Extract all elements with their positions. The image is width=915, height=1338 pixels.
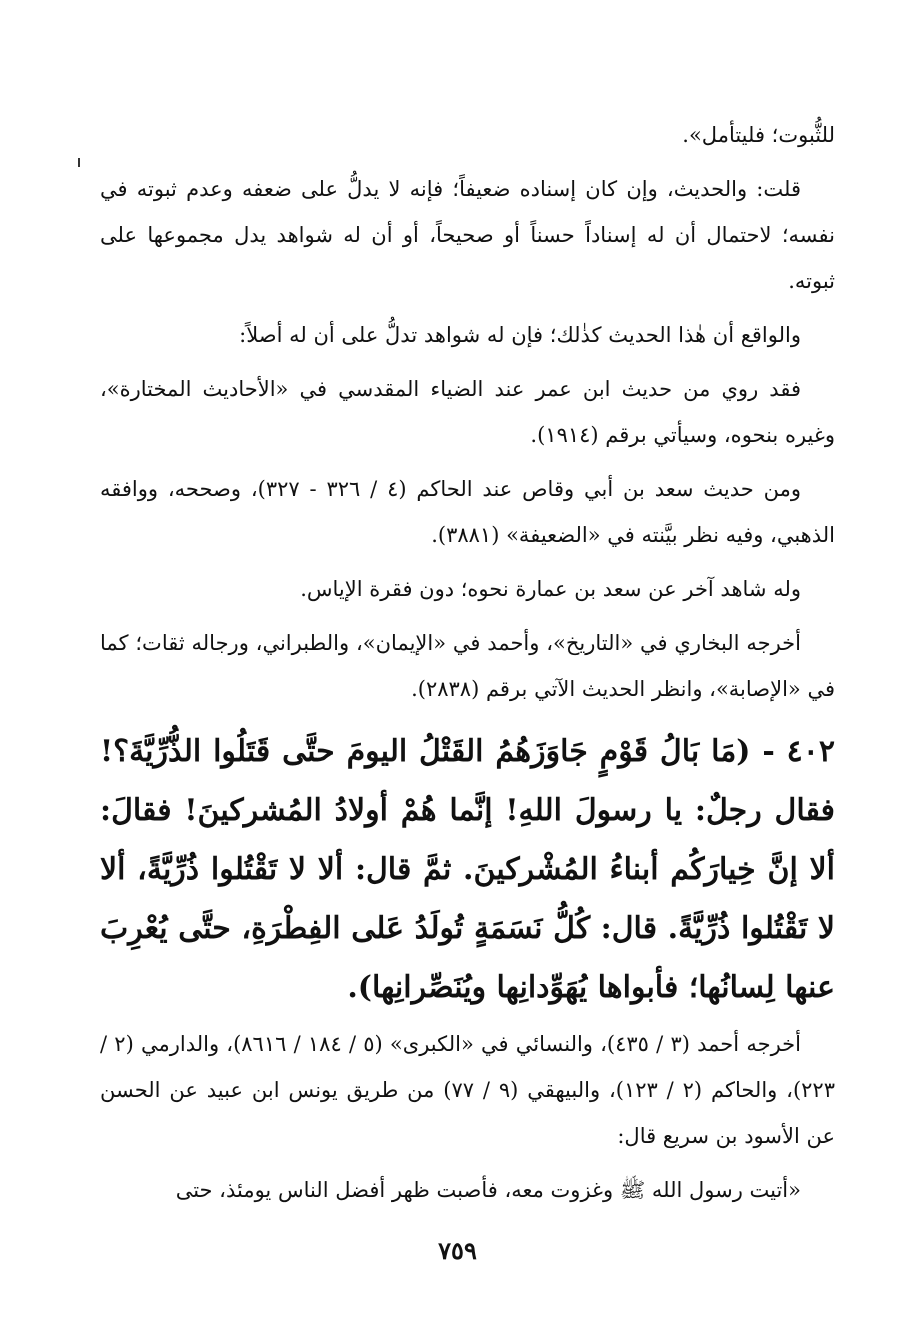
paragraph-commentary: والواقع أن هٰذا الحديث كذٰلك؛ فإن له شواهد تدلُّ على أن له أصلاً: [239,323,801,347]
paragraph-commentary: قلت: والحديث، وإن كان إسناده ضعيفاً؛ فإنه لا يدلُّ على ضعفه وعدم ثبوته في نفسه؛ لاحتمال أن له إسناداً حسناً أو صحيحاً، أو أن له شواهد يدل مجموعها على ثبوته. [100,177,835,293]
paragraph-commentary: أخرجه البخاري في «التاريخ»، وأحمد في «الإيمان»، والطبراني، ورجاله ثقات؛ كما في «الإصابة»، وانظر الحديث الآتي برقم (٢٨٣٨). [100,631,835,701]
paragraph-takhrij: «أتيت رسول الله ﷺ وغزوت معه، فأصبت ظهر أفضل الناس يومئذ، حتى [175,1178,801,1202]
paragraph-takhrij: أخرجه أحمد (٣ / ٤٣٥)، والنسائي في «الكبرى» (٥ / ١٨٤ / ٨٦١٦)، والدارمي (٢ / ٢٢٣)، والحاكم (٢ / ١٢٣)، والبيهقي (٩ / ٧٧) من طريق يونس ابن عبيد عن الحسن عن الأسود بن سريع قال: [100,1032,835,1148]
hadith-text: ٤٠٢ - (مَا بَالُ قَوْمٍ جَاوَزَهُمُ القَتْلُ اليومَ حتَّى قَتَلُوا الذُّرِّيَّةَ؟! فقال رجلٌ: يا رسولَ اللهِ! إنَّما هُمْ أولادُ المُشركينَ! فقالَ: ألا إنَّ خِيارَكُم أبناءُ المُشْركينَ. ثمَّ قال: ألا لا تَقْتُلوا ذُرِّيَّةً، ألا لا تَقْتُلوا ذُرِّيَّةً. قال: كُلُّ نَسَمَةٍ تُولَدُ عَلى الفِطْرَةِ، حتَّى يُعْرِبَ عنها لِسانُها؛ فأبواها يُهَوِّدانِها ويُنَصِّرانِها). [100,734,835,1005]
paragraph-continuation: للثُّبوت؛ فليتأمل». [682,123,835,147]
text-column [100,112,835,1221]
margin-mark [78,158,80,167]
paragraph-commentary: فقد روي من حديث ابن عمر عند الضياء المقدسي في «الأحاديث المختارة»، وغيره بنحوه، وسيأتي برقم (١٩١٤). [100,377,835,447]
paragraph-commentary: وله شاهد آخر عن سعد بن عمارة نحوه؛ دون فقرة الإياس. [300,577,801,601]
page-number: ٧٥٩ [438,1236,477,1265]
paragraph-commentary: ومن حديث سعد بن أبي وقاص عند الحاكم (٤ / ٣٢٦ - ٣٢٧)، وصححه، ووافقه الذهبي، وفيه نظر بيَّنته في «الضعيفة» (٣٨٨١). [100,477,835,547]
